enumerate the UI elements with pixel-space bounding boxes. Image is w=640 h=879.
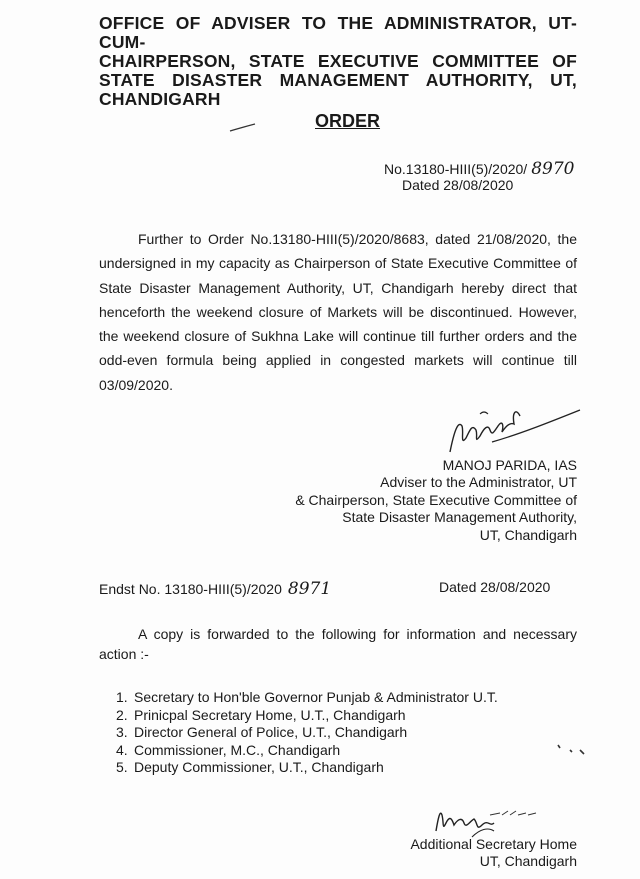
order-reference (384, 161, 574, 178)
list-number: 5. (116, 759, 128, 775)
list-text: Secretary to Hon'ble Governor Punjab & Administrator U.T. (134, 689, 498, 705)
list-item (110, 689, 498, 707)
pen-mark (228, 122, 258, 134)
signatory-block (295, 457, 577, 544)
order-title: ORDER (315, 111, 381, 131)
list-number: 3. (116, 724, 128, 740)
list-item (110, 742, 498, 760)
signatory-designation: & Chairperson, State Executive Committee of (295, 491, 577, 508)
order-number: No.13180-HIII(5)/2020/ (384, 161, 528, 177)
handwritten-number: 8971 (287, 579, 332, 599)
closing-designation: Additional Secretary Home (410, 836, 577, 852)
endorsement-number (99, 579, 331, 599)
list-item (110, 707, 498, 725)
heading-line: STATE DISASTER MANAGEMENT AUTHORITY, UT, (99, 70, 577, 90)
recipient-list (110, 689, 498, 777)
signatory-name: MANOJ PARIDA, IAS (442, 457, 577, 473)
closing-block (410, 836, 577, 869)
list-text: Prinicpal Secretary Home, U.T., Chandigarh (134, 706, 406, 723)
order-date: Dated 28/08/2020 (402, 177, 514, 193)
copy-forward-text: A copy is forwarded to the following for information and necessary action :- (99, 626, 577, 662)
heading-line: OFFICE OF ADVISER TO THE ADMINISTRATOR, UT-CUM- (99, 13, 577, 52)
signatory-designation: Adviser to the Administrator, UT (380, 474, 577, 491)
endst-text: Endst No. 13180-HIII(5)/2020 (99, 581, 282, 597)
office-heading (99, 14, 577, 109)
pen-mark (556, 742, 588, 756)
signature-image (440, 402, 585, 462)
list-item (110, 759, 498, 777)
heading-line: CHAIRPERSON, STATE EXECUTIVE COMMITTEE OF (99, 51, 577, 71)
list-item (110, 724, 498, 742)
endorsement-date: Dated 28/08/2020 (439, 579, 551, 595)
order-body: Further to Order No.13180-HIII(5)/2020/8683, dated 21/08/2020, the undersigned in my capacity as Chairperson of State Executive Committee of State Disaster Management Authority, UT, Chandigarh hereby direct that henceforth the weekend closure of Markets will be discontinued. However, the weekend closure of Sukhna Lake will continue till further orders and the odd-even formula being applied in congested markets will continue till 03/09/2020. (99, 231, 577, 393)
signatory-location: UT, Chandigarh (479, 526, 577, 543)
list-number: 4. (116, 741, 128, 758)
list-text: Director General of Police, U.T., Chandigarh (134, 724, 408, 740)
handwritten-number: 8970 (531, 159, 575, 179)
list-number: 2. (116, 706, 128, 723)
heading-line: CHANDIGARH (99, 89, 221, 109)
signatory-designation: State Disaster Management Authority, (342, 509, 577, 526)
list-text: Deputy Commissioner, U.T., Chandigarh (134, 759, 384, 775)
closing-location: UT, Chandigarh (479, 852, 577, 869)
list-number: 1. (116, 689, 128, 705)
list-text: Commissioner, M.C., Chandigarh (134, 741, 341, 758)
